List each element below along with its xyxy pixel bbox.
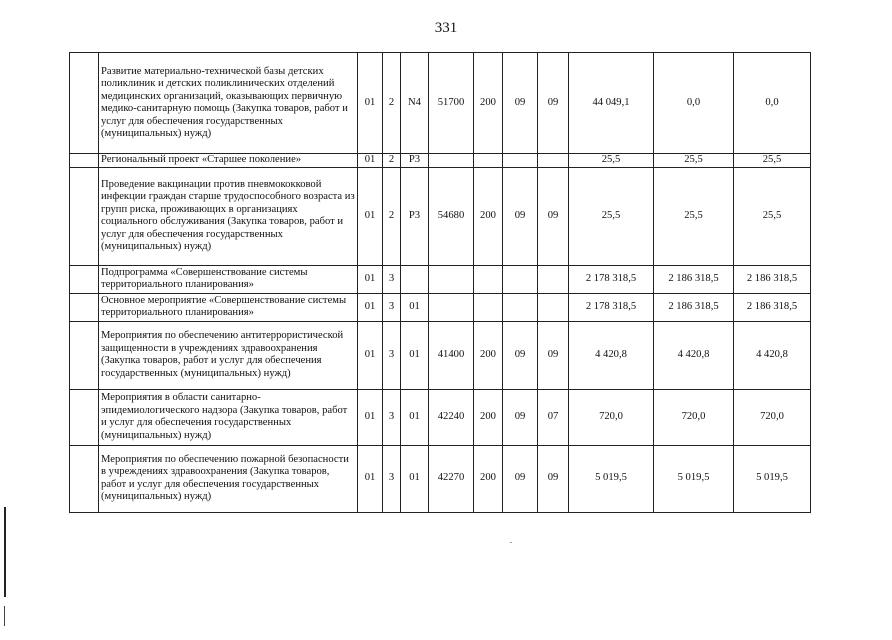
subprogram-code: 3 xyxy=(383,321,401,389)
amount-year-3: 4 420,8 xyxy=(734,321,811,389)
scan-margin-mark xyxy=(4,507,6,597)
amount-year-1: 720,0 xyxy=(569,389,654,445)
expense-type-code xyxy=(474,293,503,321)
amount-year-3: 0,0 xyxy=(734,53,811,154)
row-index-cell xyxy=(70,321,99,389)
direction-code: 41400 xyxy=(429,321,474,389)
table-row xyxy=(70,293,811,321)
event-code: 01 xyxy=(401,445,429,512)
amount-year-1: 25,5 xyxy=(569,167,654,265)
row-name: Региональный проект «Старшее поколение» xyxy=(99,154,358,168)
program-code: 01 xyxy=(358,321,383,389)
subprogram-code: 3 xyxy=(383,389,401,445)
expense-type-code xyxy=(474,154,503,168)
row-index-cell xyxy=(70,167,99,265)
direction-code: 42240 xyxy=(429,389,474,445)
scan-speck xyxy=(510,542,512,543)
event-code: P3 xyxy=(401,167,429,265)
amount-year-2: 4 420,8 xyxy=(654,321,734,389)
direction-code xyxy=(429,293,474,321)
subsection-code xyxy=(538,293,569,321)
event-code: 01 xyxy=(401,321,429,389)
section-code xyxy=(503,293,538,321)
table-row xyxy=(70,445,811,512)
subprogram-code: 3 xyxy=(383,265,401,293)
event-code: N4 xyxy=(401,53,429,154)
event-code xyxy=(401,265,429,293)
amount-year-1: 44 049,1 xyxy=(569,53,654,154)
row-index-cell xyxy=(70,293,99,321)
row-index-cell xyxy=(70,389,99,445)
table-row xyxy=(70,265,811,293)
expense-type-code: 200 xyxy=(474,445,503,512)
section-code: 09 xyxy=(503,167,538,265)
direction-code: 51700 xyxy=(429,53,474,154)
amount-year-2: 720,0 xyxy=(654,389,734,445)
subsection-code: 09 xyxy=(538,167,569,265)
expense-type-code: 200 xyxy=(474,321,503,389)
program-code: 01 xyxy=(358,293,383,321)
row-name: Мероприятия по обеспечению пожарной безопасности в учреждениях здравоохранения (Закупка товаров, работ и услуг для обеспечения государственных (муниципальных) нужд) xyxy=(99,445,358,512)
row-index-cell xyxy=(70,445,99,512)
amount-year-2: 2 186 318,5 xyxy=(654,265,734,293)
subsection-code: 09 xyxy=(538,445,569,512)
section-code: 09 xyxy=(503,53,538,154)
amount-year-3: 25,5 xyxy=(734,167,811,265)
amount-year-2: 2 186 318,5 xyxy=(654,293,734,321)
expense-type-code: 200 xyxy=(474,167,503,265)
amount-year-2: 0,0 xyxy=(654,53,734,154)
table-row xyxy=(70,154,811,168)
program-code: 01 xyxy=(358,53,383,154)
subsection-code: 09 xyxy=(538,53,569,154)
direction-code xyxy=(429,265,474,293)
amount-year-2: 5 019,5 xyxy=(654,445,734,512)
table-row xyxy=(70,321,811,389)
table-row xyxy=(70,53,811,154)
subprogram-code: 2 xyxy=(383,167,401,265)
subprogram-code: 2 xyxy=(383,53,401,154)
expense-type-code: 200 xyxy=(474,389,503,445)
table-row xyxy=(70,167,811,265)
amount-year-2: 25,5 xyxy=(654,154,734,168)
row-name: Мероприятия по обеспечению антитеррористической защищенности в учреждениях здравоохранения (Закупка товаров, работ и услуг для обеспечения государственных (муниципальных) нужд) xyxy=(99,321,358,389)
program-code: 01 xyxy=(358,265,383,293)
section-code: 09 xyxy=(503,445,538,512)
subprogram-code: 3 xyxy=(383,293,401,321)
subsection-code: 09 xyxy=(538,321,569,389)
amount-year-1: 2 178 318,5 xyxy=(569,265,654,293)
expense-type-code xyxy=(474,265,503,293)
amount-year-3: 25,5 xyxy=(734,154,811,168)
amount-year-1: 5 019,5 xyxy=(569,445,654,512)
event-code: 01 xyxy=(401,389,429,445)
page-number: 331 xyxy=(434,20,458,36)
amount-year-3: 5 019,5 xyxy=(734,445,811,512)
program-code: 01 xyxy=(358,167,383,265)
subsection-code: 07 xyxy=(538,389,569,445)
row-index-cell xyxy=(70,265,99,293)
event-code: P3 xyxy=(401,154,429,168)
program-code: 01 xyxy=(358,389,383,445)
scan-margin-mark-lower xyxy=(4,606,5,626)
event-code: 01 xyxy=(401,293,429,321)
section-code: 09 xyxy=(503,321,538,389)
expense-type-code: 200 xyxy=(474,53,503,154)
amount-year-3: 2 186 318,5 xyxy=(734,293,811,321)
row-index-cell xyxy=(70,154,99,168)
direction-code xyxy=(429,154,474,168)
section-code xyxy=(503,154,538,168)
subprogram-code: 3 xyxy=(383,445,401,512)
subsection-code xyxy=(538,154,569,168)
subsection-code xyxy=(538,265,569,293)
row-name: Проведение вакцинации против пневмококковой инфекции граждан старше трудоспособного возраста из групп риска, проживающих в организациях социального обслуживания (Закупка товаров, работ и услуг для обеспечения государственных (муниципальных) нужд) xyxy=(99,167,358,265)
row-name: Основное мероприятие «Совершенствование системы территориального планирования» xyxy=(99,293,358,321)
program-code: 01 xyxy=(358,154,383,168)
table-row xyxy=(70,389,811,445)
row-index-cell xyxy=(70,53,99,154)
amount-year-2: 25,5 xyxy=(654,167,734,265)
section-code xyxy=(503,265,538,293)
amount-year-3: 720,0 xyxy=(734,389,811,445)
amount-year-3: 2 186 318,5 xyxy=(734,265,811,293)
budget-table xyxy=(69,52,811,513)
table-body xyxy=(70,53,811,513)
direction-code: 54680 xyxy=(429,167,474,265)
amount-year-1: 2 178 318,5 xyxy=(569,293,654,321)
row-name: Мероприятия в области санитарно-эпидемиологического надзора (Закупка товаров, работ и услуг для обеспечения государственных (муниципальных) нужд) xyxy=(99,389,358,445)
subprogram-code: 2 xyxy=(383,154,401,168)
amount-year-1: 4 420,8 xyxy=(569,321,654,389)
program-code: 01 xyxy=(358,445,383,512)
direction-code: 42270 xyxy=(429,445,474,512)
row-name: Развитие материально-технической базы детских поликлиник и детских поликлинических отделений медицинских организаций, оказывающих первичную медико-санитарную помощь (Закупка товаров, работ и услуг для обеспечения государственных (муниципальных) нужд) xyxy=(99,53,358,154)
row-name: Подпрограмма «Совершенствование системы территориального планирования» xyxy=(99,265,358,293)
amount-year-1: 25,5 xyxy=(569,154,654,168)
section-code: 09 xyxy=(503,389,538,445)
